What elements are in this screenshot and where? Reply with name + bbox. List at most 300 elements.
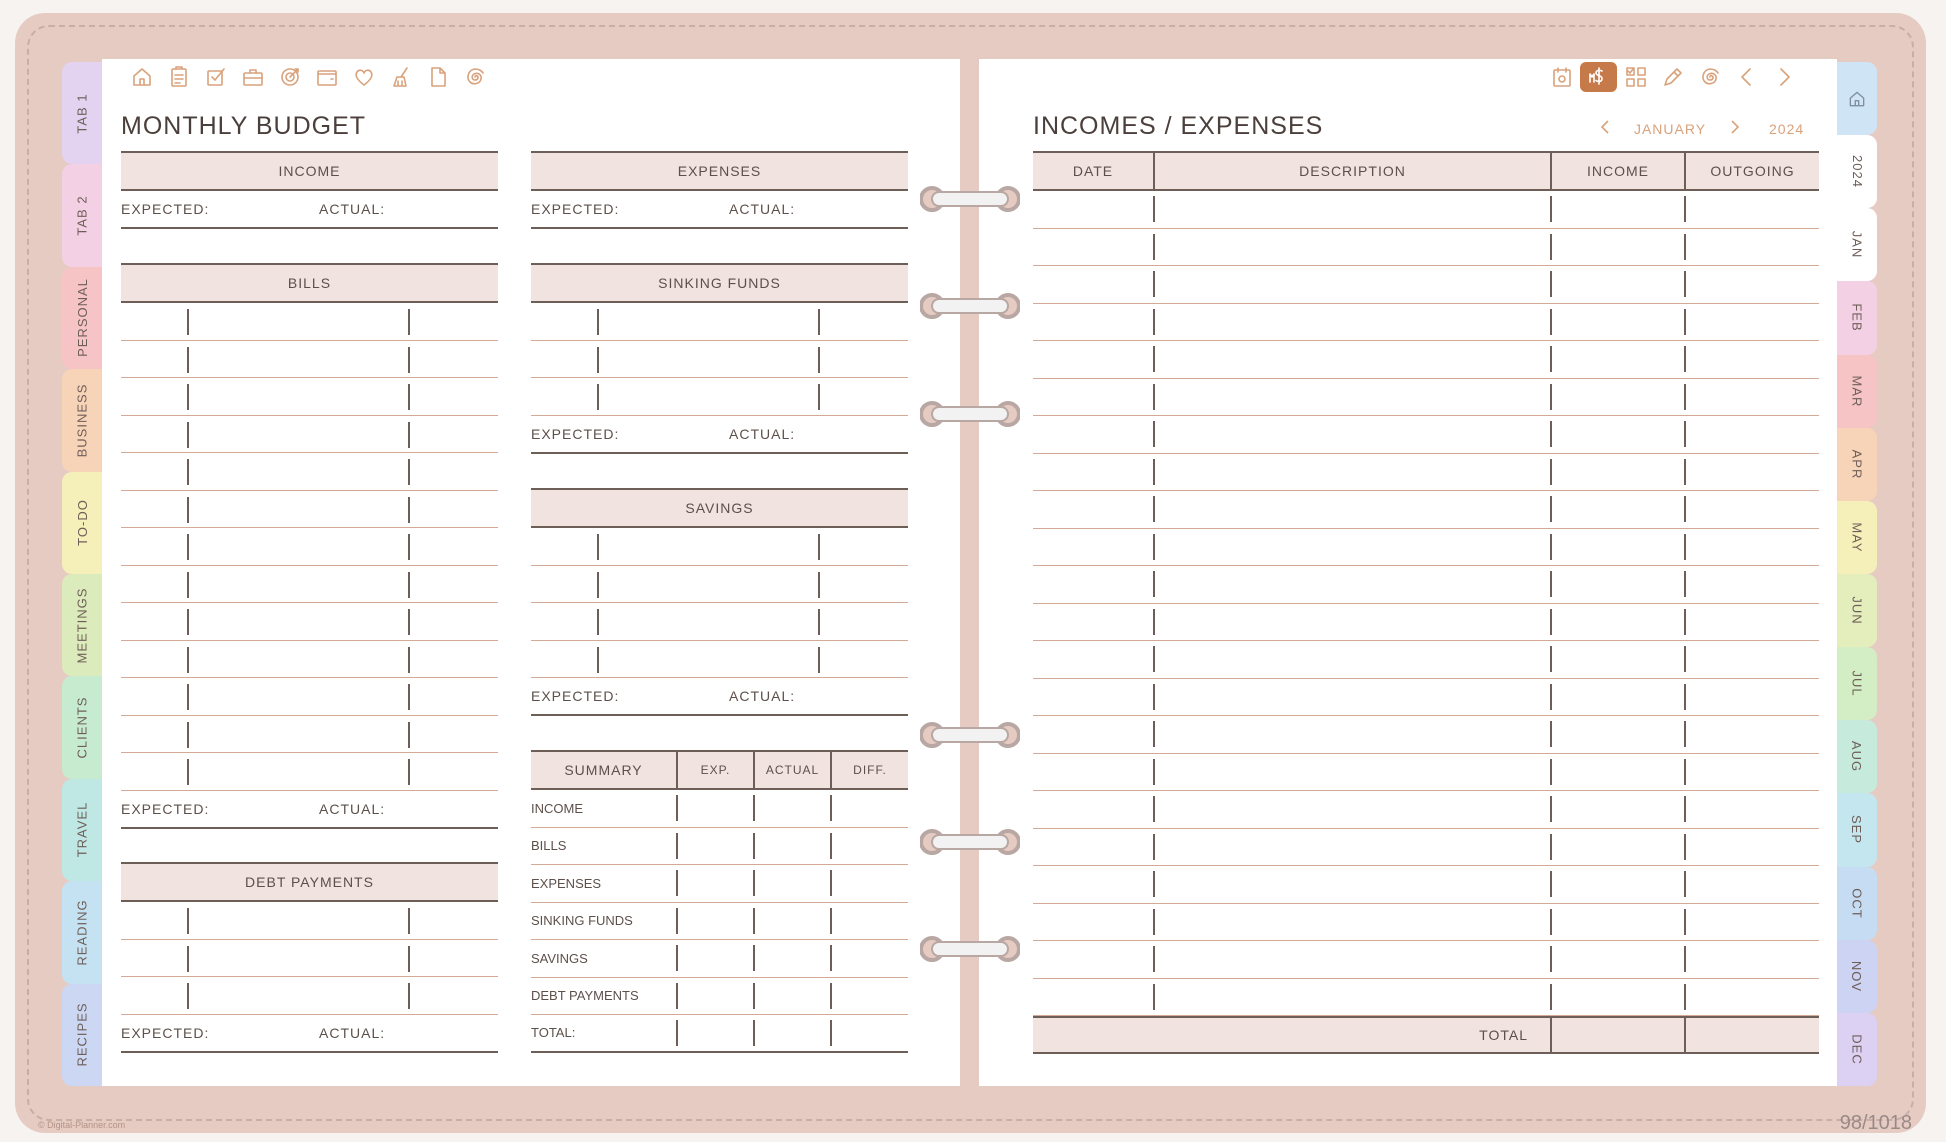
description-cell[interactable]	[1153, 871, 1550, 897]
income-cell[interactable]	[1550, 721, 1684, 747]
date-cell[interactable]	[1033, 571, 1153, 597]
date-cell[interactable]	[1033, 984, 1153, 1010]
column-divider	[408, 684, 410, 710]
month-tab[interactable]	[1837, 867, 1877, 940]
income-cell[interactable]	[1550, 234, 1684, 260]
description-cell[interactable]	[1153, 571, 1550, 597]
document-icon[interactable]	[419, 62, 456, 92]
goal-icon[interactable]	[271, 62, 308, 92]
income-cell[interactable]	[1550, 984, 1684, 1010]
expenses-expected-row[interactable]	[531, 191, 908, 229]
summary-cell[interactable]	[753, 870, 830, 896]
column-divider	[187, 309, 189, 335]
date-cell[interactable]	[1033, 796, 1153, 822]
summary-row	[531, 865, 908, 903]
income-cell[interactable]	[1550, 421, 1684, 447]
outgoing-cell[interactable]	[1684, 984, 1819, 1010]
bills-rows	[121, 303, 498, 791]
summary-row-label: TOTAL:	[531, 1025, 576, 1041]
calendar-icon[interactable]	[1543, 62, 1580, 92]
description-cell[interactable]	[1153, 984, 1550, 1010]
table-row[interactable]	[1033, 304, 1819, 342]
outgoing-cell[interactable]	[1684, 346, 1819, 372]
summary-row-label: EXPENSES	[531, 875, 602, 891]
line-row[interactable]	[121, 902, 498, 940]
summary-cell[interactable]	[753, 908, 830, 934]
expected-label: EXPECTED:	[121, 1024, 210, 1041]
column-divider	[187, 347, 189, 373]
debt-payments-section	[121, 862, 498, 1053]
outgoing-cell[interactable]	[1684, 834, 1819, 860]
section-tab-label: CLIENTS	[74, 696, 90, 759]
date-cell[interactable]	[1033, 234, 1153, 260]
page-number: 98/1018	[1839, 1112, 1912, 1134]
income-header: INCOME	[121, 151, 498, 191]
summary-cell[interactable]	[676, 945, 753, 971]
line-row[interactable]	[121, 641, 498, 679]
income-cell[interactable]	[1550, 571, 1684, 597]
description-cell[interactable]	[1153, 721, 1550, 747]
binder-ring	[920, 933, 1020, 965]
column-divider	[187, 609, 189, 635]
column-divider	[408, 572, 410, 598]
month-navigator	[1593, 119, 1804, 138]
section-tab[interactable]	[62, 779, 102, 881]
table-row[interactable]	[1033, 679, 1819, 717]
summary-col-diff: DIFF.	[830, 752, 908, 788]
debt-payments-expected-row[interactable]	[121, 1015, 498, 1053]
description-cell[interactable]	[1153, 909, 1550, 935]
summary-cell[interactable]	[676, 833, 753, 859]
column-divider	[408, 459, 410, 485]
line-row[interactable]	[531, 341, 908, 379]
column-divider	[187, 497, 189, 523]
col-description: DESCRIPTION	[1153, 153, 1550, 189]
column-divider	[408, 908, 410, 934]
line-row[interactable]	[121, 303, 498, 341]
section-tabs	[62, 62, 102, 1086]
outgoing-cell[interactable]	[1684, 421, 1819, 447]
summary-cell[interactable]	[830, 908, 908, 934]
savings-rows	[531, 528, 908, 678]
income-cell[interactable]	[1550, 646, 1684, 672]
home-icon	[1847, 89, 1867, 109]
table-row[interactable]	[1033, 904, 1819, 942]
outgoing-cell[interactable]	[1684, 871, 1819, 897]
date-cell[interactable]	[1033, 459, 1153, 485]
line-row[interactable]	[121, 453, 498, 491]
pen-icon[interactable]	[1654, 62, 1691, 92]
line-row[interactable]	[121, 416, 498, 454]
table-row[interactable]	[1033, 979, 1819, 1017]
date-cell[interactable]	[1033, 384, 1153, 410]
summary-row-label: SINKING FUNDS	[531, 913, 633, 929]
summary-cell[interactable]	[753, 983, 830, 1009]
income-cell[interactable]	[1550, 384, 1684, 410]
column-divider	[597, 534, 599, 560]
month-tab[interactable]	[1837, 940, 1877, 1013]
col-income: INCOME	[1550, 153, 1684, 189]
income-cell[interactable]	[1550, 871, 1684, 897]
table-row[interactable]	[1033, 416, 1819, 454]
outgoing-cell[interactable]	[1684, 909, 1819, 935]
summary-header	[531, 750, 908, 790]
summary-cell[interactable]	[676, 908, 753, 934]
month-tab-label: APR	[1849, 449, 1865, 480]
chevron-left-icon[interactable]	[1728, 62, 1765, 92]
line-row[interactable]	[531, 528, 908, 566]
description-cell[interactable]	[1153, 946, 1550, 972]
income-cell[interactable]	[1550, 609, 1684, 635]
outgoing-cell[interactable]	[1684, 609, 1819, 635]
date-cell[interactable]	[1033, 496, 1153, 522]
line-row[interactable]	[531, 641, 908, 679]
home-icon[interactable]	[123, 62, 160, 92]
month-tab[interactable]	[1837, 428, 1877, 501]
month-tab[interactable]	[1837, 574, 1877, 647]
outgoing-cell[interactable]	[1684, 796, 1819, 822]
month-tab-label: OCT	[1849, 887, 1865, 919]
outgoing-cell[interactable]	[1684, 309, 1819, 335]
outgoing-cell[interactable]	[1684, 571, 1819, 597]
outgoing-cell[interactable]	[1684, 646, 1819, 672]
summary-cell[interactable]	[830, 870, 908, 896]
income-cell[interactable]	[1550, 909, 1684, 935]
section-tab[interactable]	[62, 984, 102, 1086]
date-cell[interactable]	[1033, 759, 1153, 785]
month-tab-label: 2024	[1849, 155, 1865, 189]
description-cell[interactable]	[1153, 834, 1550, 860]
month-tab[interactable]	[1837, 208, 1877, 281]
broom-icon[interactable]	[382, 62, 419, 92]
month-tab[interactable]	[1837, 281, 1877, 354]
summary-cell[interactable]	[830, 795, 908, 821]
line-row[interactable]	[121, 566, 498, 604]
description-cell[interactable]	[1153, 609, 1550, 635]
outgoing-cell[interactable]	[1684, 496, 1819, 522]
description-cell[interactable]	[1153, 759, 1550, 785]
table-row[interactable]	[1033, 866, 1819, 904]
prev-month-icon[interactable]	[1593, 119, 1617, 138]
outgoing-cell[interactable]	[1684, 271, 1819, 297]
month-tab-label: FEB	[1849, 303, 1865, 333]
outgoing-cell[interactable]	[1684, 234, 1819, 260]
line-row[interactable]	[121, 528, 498, 566]
sinking-funds-expected-row[interactable]	[531, 416, 908, 454]
outgoing-cell[interactable]	[1684, 196, 1819, 222]
year-label: 2024	[1769, 120, 1805, 137]
savings-section	[531, 488, 908, 716]
description-cell[interactable]	[1153, 534, 1550, 560]
description-cell[interactable]	[1153, 796, 1550, 822]
line-row[interactable]	[531, 603, 908, 641]
chevron-right-icon[interactable]	[1765, 62, 1802, 92]
expenses-header: EXPENSES	[531, 151, 908, 191]
section-tab-label: PERSONAL	[74, 278, 90, 358]
month-tab[interactable]	[1837, 501, 1877, 574]
wallet-icon[interactable]	[308, 62, 345, 92]
column-divider	[187, 534, 189, 560]
date-cell[interactable]	[1033, 871, 1153, 897]
date-cell[interactable]	[1033, 946, 1153, 972]
total-row	[1033, 1016, 1819, 1054]
month-tab-label: JAN	[1849, 231, 1865, 259]
line-row[interactable]	[121, 341, 498, 379]
description-cell[interactable]	[1153, 496, 1550, 522]
summary-cell[interactable]	[830, 983, 908, 1009]
summary-row-label: SAVINGS	[531, 950, 588, 966]
summary-cell[interactable]	[830, 945, 908, 971]
summary-cell[interactable]	[753, 1020, 830, 1046]
binder-ring	[920, 183, 1020, 215]
summary-cell[interactable]	[676, 1020, 753, 1046]
summary-col-title: SUMMARY	[564, 762, 643, 778]
money-icon[interactable]	[1580, 62, 1617, 92]
savings-expected-row[interactable]	[531, 678, 908, 716]
section-tab[interactable]	[62, 574, 102, 676]
summary-cell[interactable]	[676, 983, 753, 1009]
summary-section	[531, 750, 908, 1053]
month-tabs	[1837, 62, 1877, 1086]
column-divider	[818, 309, 820, 335]
actual-label: ACTUAL:	[729, 201, 796, 217]
description-cell[interactable]	[1153, 271, 1550, 297]
column-divider	[818, 534, 820, 560]
column-divider	[187, 684, 189, 710]
actual-label: ACTUAL:	[319, 800, 386, 817]
month-tab-label: MAR	[1849, 375, 1865, 408]
line-row[interactable]	[121, 940, 498, 978]
table-row[interactable]	[1033, 566, 1819, 604]
table-row[interactable]	[1033, 491, 1819, 529]
column-divider	[187, 759, 189, 785]
income-cell[interactable]	[1550, 309, 1684, 335]
summary-cell[interactable]	[830, 1020, 908, 1046]
table-row[interactable]	[1033, 941, 1819, 979]
income-cell[interactable]	[1550, 759, 1684, 785]
column-divider	[408, 347, 410, 373]
heart-icon[interactable]	[345, 62, 382, 92]
outgoing-cell[interactable]	[1684, 459, 1819, 485]
column-divider	[187, 384, 189, 410]
date-cell[interactable]	[1033, 684, 1153, 710]
column-divider	[818, 572, 820, 598]
table-row[interactable]	[1033, 604, 1819, 642]
month-tab[interactable]	[1837, 355, 1877, 428]
date-cell[interactable]	[1033, 309, 1153, 335]
summary-row-label: DEBT PAYMENTS	[531, 988, 639, 1004]
date-cell[interactable]	[1033, 346, 1153, 372]
column-divider	[187, 422, 189, 448]
line-row[interactable]	[121, 491, 498, 529]
section-tab-label: TAB 1	[74, 93, 90, 134]
month-tab-label: JUL	[1849, 670, 1865, 697]
expected-label: EXPECTED:	[531, 688, 620, 704]
income-section	[121, 151, 498, 229]
income-cell[interactable]	[1550, 684, 1684, 710]
table-row[interactable]	[1033, 341, 1819, 379]
summary-col-actual: ACTUAL	[753, 752, 830, 788]
date-cell[interactable]	[1033, 646, 1153, 672]
line-row[interactable]	[121, 678, 498, 716]
summary-cell[interactable]	[753, 833, 830, 859]
table-row[interactable]	[1033, 454, 1819, 492]
page-title: INCOMES / EXPENSES	[1033, 112, 1324, 140]
section-tab[interactable]	[62, 369, 102, 471]
section-tab[interactable]	[62, 164, 102, 266]
income-cell[interactable]	[1550, 534, 1684, 560]
month-tab[interactable]	[1837, 1013, 1877, 1086]
binder-ring	[920, 398, 1020, 430]
outgoing-cell[interactable]	[1684, 384, 1819, 410]
clipboard-icon[interactable]	[160, 62, 197, 92]
debt-payments-header: DEBT PAYMENTS	[121, 862, 498, 902]
description-cell[interactable]	[1153, 421, 1550, 447]
line-row[interactable]	[121, 378, 498, 416]
table-row[interactable]	[1033, 829, 1819, 867]
line-row[interactable]	[531, 566, 908, 604]
income-expected-row[interactable]	[121, 191, 498, 229]
checklist-grid-icon[interactable]	[1617, 62, 1654, 92]
summary-row	[531, 903, 908, 941]
checkbox-icon[interactable]	[197, 62, 234, 92]
total-income-cell[interactable]	[1550, 1018, 1684, 1052]
expected-label: EXPECTED:	[531, 425, 620, 442]
sinking-funds-header: SINKING FUNDS	[531, 263, 908, 303]
summary-row	[531, 940, 908, 978]
line-row[interactable]	[531, 303, 908, 341]
outgoing-cell[interactable]	[1684, 946, 1819, 972]
description-cell[interactable]	[1153, 346, 1550, 372]
date-cell[interactable]	[1033, 271, 1153, 297]
outgoing-cell[interactable]	[1684, 759, 1819, 785]
section-tab-label: TO-DO	[74, 499, 90, 547]
section-tab-label: RECIPES	[74, 1002, 90, 1067]
description-cell[interactable]	[1153, 309, 1550, 335]
column-divider	[187, 459, 189, 485]
summary-cell[interactable]	[830, 833, 908, 859]
column-divider	[408, 946, 410, 972]
month-label: JANUARY	[1633, 120, 1707, 137]
table-header	[1033, 151, 1819, 191]
description-cell[interactable]	[1153, 684, 1550, 710]
column-divider	[818, 609, 820, 635]
section-tab[interactable]	[62, 472, 102, 574]
income-cell[interactable]	[1550, 346, 1684, 372]
briefcase-icon[interactable]	[234, 62, 271, 92]
line-row[interactable]	[121, 977, 498, 1015]
table-row[interactable]	[1033, 229, 1819, 267]
summary-cell[interactable]	[676, 870, 753, 896]
income-cell[interactable]	[1550, 196, 1684, 222]
total-outgoing-cell[interactable]	[1684, 1018, 1819, 1052]
description-cell[interactable]	[1153, 234, 1550, 260]
income-cell[interactable]	[1550, 459, 1684, 485]
sinking-funds-rows	[531, 303, 908, 416]
section-tab[interactable]	[62, 881, 102, 983]
outgoing-cell[interactable]	[1684, 684, 1819, 710]
month-tab[interactable]	[1837, 647, 1877, 720]
expected-label: EXPECTED:	[531, 201, 620, 217]
column-divider	[408, 609, 410, 635]
date-cell[interactable]	[1033, 609, 1153, 635]
date-cell[interactable]	[1033, 196, 1153, 222]
date-cell[interactable]	[1033, 834, 1153, 860]
date-cell[interactable]	[1033, 534, 1153, 560]
income-cell[interactable]	[1550, 496, 1684, 522]
actual-label: ACTUAL:	[729, 425, 796, 442]
spiral-icon[interactable]	[456, 62, 493, 92]
month-tab-label: SEP	[1849, 815, 1865, 845]
column-divider	[818, 347, 820, 373]
table-row[interactable]	[1033, 791, 1819, 829]
table-row[interactable]	[1033, 191, 1819, 229]
bills-section	[121, 263, 498, 829]
summary-cell[interactable]	[753, 945, 830, 971]
month-tab-label: NOV	[1849, 960, 1865, 992]
home-tab[interactable]	[1837, 62, 1877, 135]
income-cell[interactable]	[1550, 834, 1684, 860]
spiral-icon[interactable]	[1691, 62, 1728, 92]
column-divider	[597, 347, 599, 373]
description-cell[interactable]	[1153, 646, 1550, 672]
description-cell[interactable]	[1153, 384, 1550, 410]
next-month-icon[interactable]	[1723, 119, 1747, 138]
section-tab-label: BUSINESS	[74, 383, 90, 458]
bills-expected-row[interactable]	[121, 791, 498, 829]
column-divider	[597, 572, 599, 598]
table-row[interactable]	[1033, 379, 1819, 417]
month-tab[interactable]	[1837, 720, 1877, 793]
column-divider	[597, 384, 599, 410]
table-row[interactable]	[1033, 716, 1819, 754]
summary-cell[interactable]	[753, 795, 830, 821]
table-row[interactable]	[1033, 529, 1819, 567]
column-divider	[597, 309, 599, 335]
summary-cell[interactable]	[676, 795, 753, 821]
line-row[interactable]	[121, 716, 498, 754]
income-cell[interactable]	[1550, 271, 1684, 297]
date-cell[interactable]	[1033, 421, 1153, 447]
section-tab[interactable]	[62, 62, 102, 164]
summary-row	[531, 790, 908, 828]
date-cell[interactable]	[1033, 909, 1153, 935]
table-row[interactable]	[1033, 754, 1819, 792]
date-cell[interactable]	[1033, 721, 1153, 747]
table-row[interactable]	[1033, 266, 1819, 304]
summary-col-exp: EXP.	[676, 752, 753, 788]
description-cell[interactable]	[1153, 196, 1550, 222]
line-row[interactable]	[121, 753, 498, 791]
description-cell[interactable]	[1153, 459, 1550, 485]
actual-label: ACTUAL:	[319, 201, 386, 217]
summary-row	[531, 978, 908, 1016]
savings-header: SAVINGS	[531, 488, 908, 528]
outgoing-cell[interactable]	[1684, 721, 1819, 747]
table-row[interactable]	[1033, 641, 1819, 679]
actual-label: ACTUAL:	[319, 1024, 386, 1041]
income-cell[interactable]	[1550, 946, 1684, 972]
outgoing-cell[interactable]	[1684, 534, 1819, 560]
expenses-section	[531, 151, 908, 229]
month-tab[interactable]	[1837, 135, 1877, 208]
line-row[interactable]	[531, 378, 908, 416]
section-tab[interactable]	[62, 676, 102, 778]
month-tab[interactable]	[1837, 793, 1877, 866]
section-tab[interactable]	[62, 267, 102, 369]
line-row[interactable]	[121, 603, 498, 641]
income-cell[interactable]	[1550, 796, 1684, 822]
